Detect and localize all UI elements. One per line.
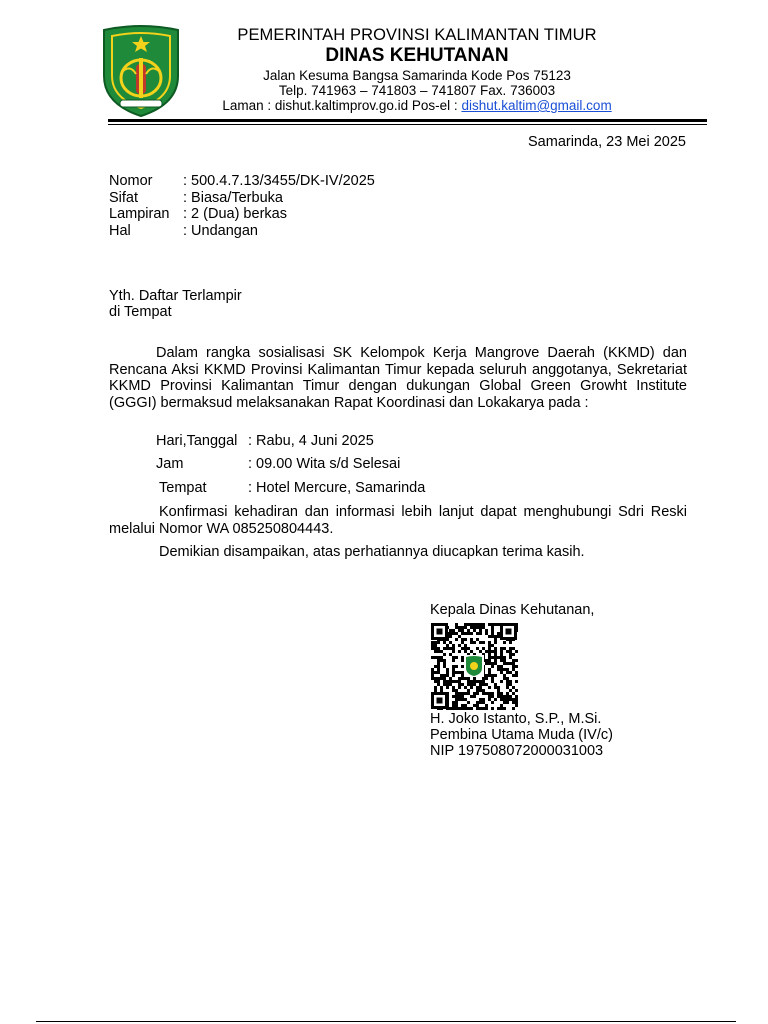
agency-contact bbox=[200, 98, 634, 113]
schedule-label-time: Jam bbox=[156, 456, 184, 472]
meta-value-hal: : Undangan bbox=[183, 223, 258, 239]
email-link[interactable]: dishut.kaltim@gmail.com bbox=[461, 98, 612, 113]
qr-code-signature-icon bbox=[430, 622, 518, 710]
signatory-nip: NIP 197508072000031003 bbox=[430, 743, 604, 759]
agency-address: Jalan Kesuma Bangsa Samarinda Kode Pos 75123 bbox=[263, 68, 571, 83]
meta-label-hal: Hal bbox=[109, 223, 131, 239]
meta-value-lampiran: : 2 (Dua) berkas bbox=[183, 206, 287, 222]
meta-label-nomor: Nomor bbox=[109, 173, 153, 189]
agency-phone: Telp. 741963 – 741803 – 741807 Fax. 736003 bbox=[278, 83, 556, 98]
letterhead-rule-thin bbox=[108, 124, 707, 125]
body-paragraph-1: Dalam rangka sosialisasi SK Kelompok Kerja Mangrove Daerah (KKMD) dan Rencana Aksi KKMD Provinsi Kalimantan Timur kepada seluruh anggotanya, Sekretariat KKMD Provinsi Kalimantan Timur dengan dukungan Global Green Growht Institute (GGGI) bermaksud melaksanakan Rapat Koordinasi dan Lokakarya pada : bbox=[109, 345, 687, 411]
schedule-label-place: Tempat bbox=[159, 480, 207, 496]
page-bottom-rule bbox=[36, 1021, 736, 1022]
meta-label-sifat: Sifat bbox=[109, 190, 139, 206]
meta-value-nomor: : 500.4.7.13/3455/DK-IV/2025 bbox=[183, 173, 375, 189]
agency-name: DINAS KEHUTANAN bbox=[325, 45, 509, 66]
meta-value-sifat: : Biasa/Terbuka bbox=[183, 190, 283, 206]
schedule-value-place: : Hotel Mercure, Samarinda bbox=[248, 480, 426, 496]
addressee-line-1: Yth. Daftar Terlampir bbox=[109, 288, 242, 304]
government-name: PEMERINTAH PROVINSI KALIMANTAN TIMUR bbox=[237, 26, 597, 44]
schedule-label-date: Hari,Tanggal bbox=[156, 433, 238, 449]
schedule-value-date: : Rabu, 4 Juni 2025 bbox=[248, 433, 374, 449]
signatory-title: Kepala Dinas Kehutanan, bbox=[430, 602, 595, 618]
signatory-name: H. Joko Istanto, S.P., M.Si. bbox=[430, 711, 602, 727]
schedule-value-time: : 09.00 Wita s/d Selesai bbox=[248, 456, 401, 472]
meta-label-lampiran: Lampiran bbox=[109, 206, 170, 222]
letterhead-rule-thick bbox=[108, 119, 707, 122]
closing-line: Demikian disampaikan, atas perhatiannya diucapkan terima kasih. bbox=[159, 544, 585, 560]
letter-date: Samarinda, 23 Mei 2025 bbox=[528, 134, 686, 150]
body-paragraph-2: Konfirmasi kehadiran dan informasi lebih lanjut dapat menghubungi Sdri Reski melalui Nomor WA 085250804443. bbox=[109, 504, 687, 537]
website-label: Laman : dishut.kaltimprov.go.id Pos-el : bbox=[222, 98, 462, 113]
provincial-emblem-icon bbox=[100, 24, 182, 118]
signatory-rank: Pembina Utama Muda (IV/c) bbox=[430, 727, 613, 743]
addressee-line-2: di Tempat bbox=[109, 304, 172, 320]
